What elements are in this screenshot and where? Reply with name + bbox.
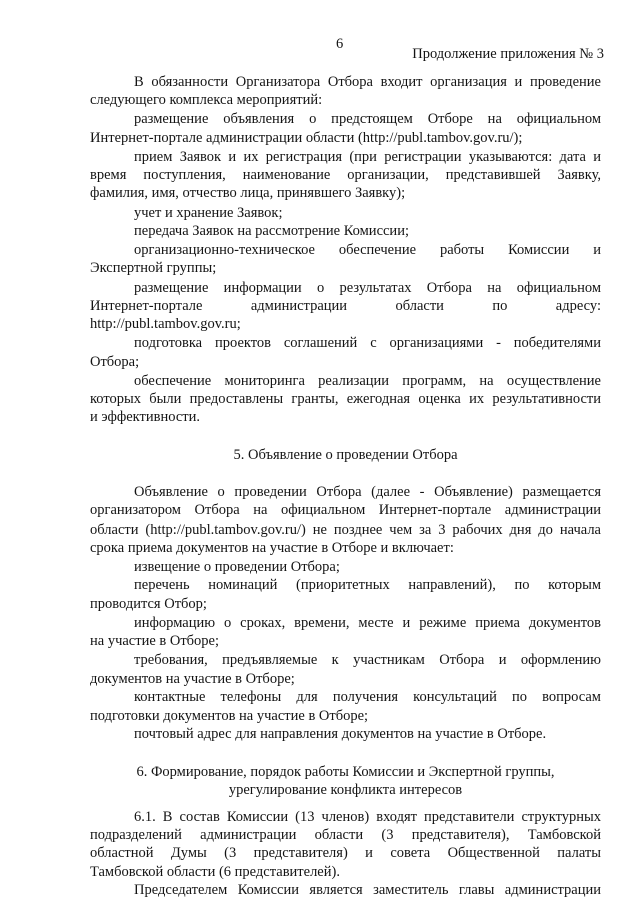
text-line: Экспертной группы; [90,260,217,277]
text-line: http://publ.tambov.gov.ru; [90,316,241,333]
text-line: фамилия, имя, отчество лица, принявшего Заявку); [90,185,406,202]
section-heading: урегулирование конфликта интересов [228,782,463,799]
text-line: на участие в Отборе; [90,633,220,650]
text-line: требования, предъявляемые к участникам Отбора и оформлению [134,652,601,669]
text-line: почтовый адрес для направления документов на участие в Отборе. [134,726,547,743]
text-line: контактные телефоны для получения консультаций по вопросам [134,688,601,705]
text-line: извещение о проведении Отбора; [134,559,340,576]
text-line: Отбора; [90,353,140,370]
text-line: В обязанности Организатора Отбора входит организация и проведение [134,74,601,90]
text-line: передача Заявок на рассмотрение Комиссии; [134,222,409,239]
text-line: размещение информации о результатах Отбора на официальном [134,279,601,296]
text-line: подготовка проектов соглашений с организациями - победителями [134,335,601,352]
section-heading: 6. Формирование, порядок работы Комиссии и Экспертной группы, [136,763,555,780]
text-line: информацию о сроках, времени, месте и режиме приема документов [134,614,601,631]
text-line: перечень номинаций (приоритетных направлений), по которым [134,577,601,594]
text-line: учет и хранение Заявок; [134,204,283,221]
text-line: Объявление о проведении Отбора (далее - Объявление) размещается [134,484,601,501]
text-line: Интернет-портале администрации области по адресу: [90,297,601,314]
text-line: области (http://publ.tambov.gov.ru/) не позднее чем за 3 рабочих дня до начала [90,521,601,538]
text-line: документов на участие в Отборе; [90,670,295,687]
page-number: 6 [336,36,344,52]
text-line: прием Заявок и их регистрация (при регистрации указываются: дата и [134,148,601,165]
appendix-note: Продолжение приложения № 3 [412,46,604,62]
text-line: подразделений администрации области (3 представителя), Тамбовской [90,827,601,844]
text-line: Интернет-портале администрации области (http://publ.tambov.gov.ru/); [90,129,523,146]
text-line: Тамбовской области (6 представителей). [90,863,340,880]
text-line: время поступления, наименование организации, представившей Заявку, [90,167,601,184]
text-line: организационно-техническое обеспечение работы Комиссии и [134,242,601,259]
text-line: областной Думы (3 представителя) и совета Общественной палаты [90,845,601,862]
text-line: подготовки документов на участие в Отборе; [90,708,369,725]
text-line: Председателем Комиссии является заместитель главы администрации [134,882,601,898]
text-line: проводится Отбор; [90,595,207,612]
section-heading: 5. Объявление о проведении Отбора [233,446,458,463]
text-line: и эффективности. [90,409,200,426]
text-line: 6.1. В состав Комиссии (13 членов) входят представители структурных [134,808,601,825]
text-line: срока приема документов на участие в Отборе и включает: [90,539,454,556]
text-line: обеспечение мониторинга реализации программ, на осуществление [134,372,601,389]
text-line: размещение объявления о предстоящем Отборе на официальном [134,111,601,128]
text-line: которых были предоставлены гранты, ежегодная оценка их результативности [90,391,601,408]
text-line: следующего комплекса мероприятий: [90,92,323,109]
text-line: организатором Отбора на официальном Интернет-портале администрации [90,502,601,519]
